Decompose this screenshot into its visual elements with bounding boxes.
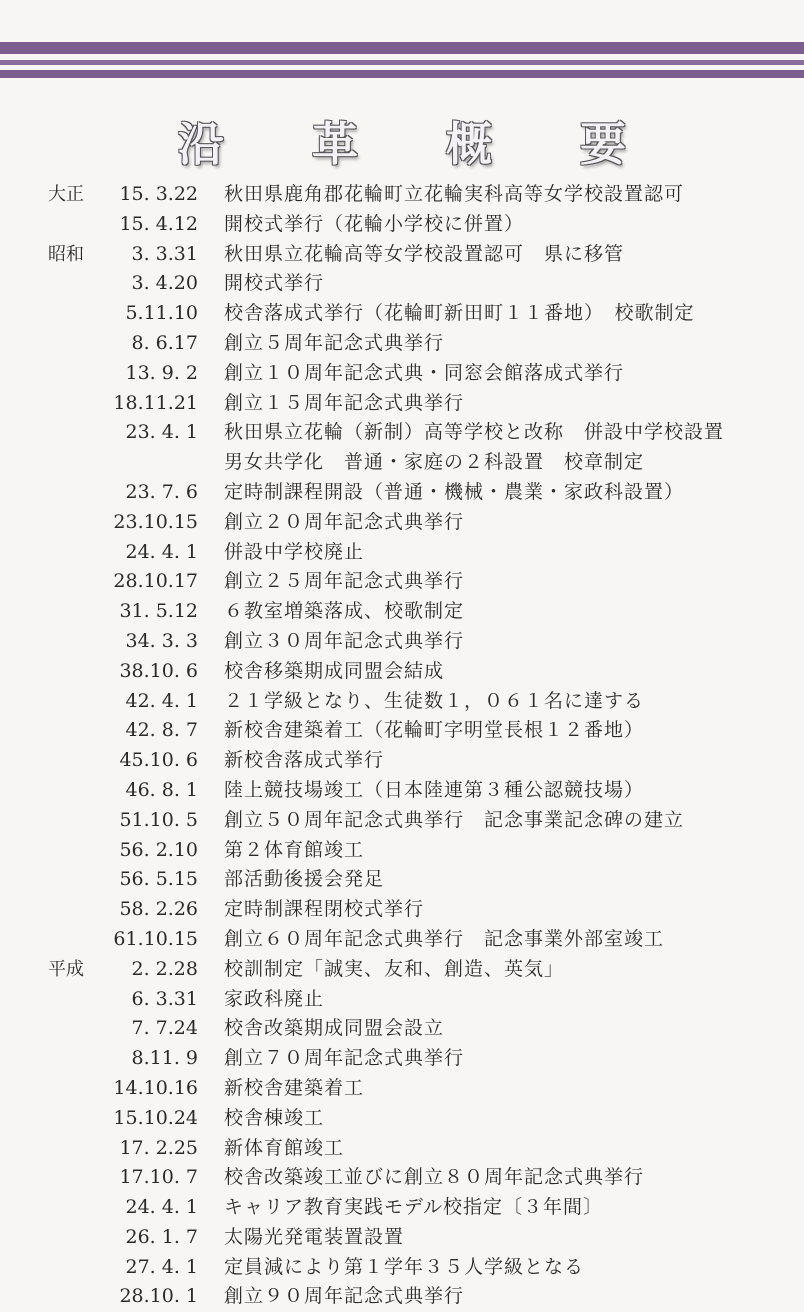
history-row [0, 1163, 804, 1193]
era-label: 昭和 [48, 243, 84, 265]
date-label: 31. 5.12 [119, 600, 198, 623]
date-label: 42. 4. 1 [125, 689, 198, 712]
stripe-bottom [0, 70, 804, 78]
date-label: 56. 2.10 [119, 838, 198, 861]
event-text: 創立２５周年記念式典挙行 [224, 570, 465, 593]
history-row [0, 1253, 804, 1283]
date-label: 34. 3. 3 [125, 629, 198, 652]
header-stripes [0, 0, 804, 90]
date-label: 38.10. 6 [119, 659, 198, 682]
date-label: 14.10.16 [113, 1076, 198, 1099]
event-text: 開校式挙行（花輪小学校に併置） [224, 212, 525, 235]
event-text: ６教室増築落成、校歌制定 [224, 600, 465, 623]
date-label: 45.10. 6 [119, 749, 198, 772]
date-label: 61.10.15 [113, 927, 198, 950]
page-title: 沿 革 概 要 [177, 117, 663, 171]
date-label: 15. 4.12 [119, 212, 198, 235]
stripe-middle [0, 60, 804, 65]
date-label: 5.11.10 [125, 302, 198, 325]
history-row [0, 1014, 804, 1044]
history-row [0, 716, 804, 746]
history-row [0, 359, 804, 389]
event-text: 併設中学校廃止 [224, 540, 365, 563]
history-row [0, 895, 804, 925]
event-text: 創立９０周年記念式典挙行 [224, 1285, 465, 1308]
event-text: 創立５周年記念式典挙行 [224, 331, 445, 354]
event-text: 創立３０周年記念式典挙行 [224, 629, 465, 652]
history-row [0, 478, 804, 508]
history-row [0, 240, 804, 270]
history-row [0, 299, 804, 329]
history-row [0, 1282, 804, 1312]
event-text: 秋田県立花輪高等女学校設置認可 県に移管 [224, 242, 625, 265]
history-row [0, 567, 804, 597]
event-text: 部活動後援会発足 [224, 868, 385, 891]
date-label: 58. 2.26 [119, 898, 198, 921]
history-row [0, 329, 804, 359]
event-text: 第２体育館竣工 [224, 838, 365, 861]
history-row [0, 985, 804, 1015]
history-row [0, 1074, 804, 1104]
history-row [0, 1193, 804, 1223]
date-label: 3. 4.20 [131, 272, 198, 295]
event-text: 創立６０周年記念式典挙行 記念事業外部室竣工 [224, 927, 665, 950]
event-text: 校舎移築期成同盟会結成 [224, 659, 445, 682]
history-row [0, 269, 804, 299]
event-text: 家政科廃止 [224, 987, 325, 1010]
date-label: 27. 4. 1 [125, 1255, 198, 1278]
history-row [0, 776, 804, 806]
date-label: 24. 4. 1 [125, 540, 198, 563]
history-row [0, 1044, 804, 1074]
event-text: 開校式挙行 [224, 272, 325, 295]
date-label: 28.10.17 [113, 570, 198, 593]
event-text: 新校舎建築着工 [224, 1076, 365, 1099]
event-text: 創立７０周年記念式典挙行 [224, 1047, 465, 1070]
date-label: 26. 1. 7 [125, 1225, 198, 1248]
date-label: 2. 2.28 [131, 957, 198, 980]
date-label: 3. 3.31 [131, 242, 198, 265]
era-label: 大正 [48, 184, 84, 205]
history-row [0, 180, 804, 210]
event-text: 太陽光発電装置設置 [224, 1225, 405, 1248]
history-row [0, 746, 804, 776]
era-label: 平成 [48, 958, 84, 980]
stripe-top [0, 42, 804, 54]
date-label: 6. 3.31 [131, 987, 198, 1010]
history-row [0, 657, 804, 687]
event-text: 男女共学化 普通・家庭の２科設置 校章制定 [224, 451, 645, 474]
event-text: 校舎改築竣工並びに創立８０周年記念式典挙行 [224, 1166, 645, 1189]
date-label: 15.10.24 [113, 1106, 198, 1129]
event-text: キャリア教育実践モデル校指定〔３年間〕 [224, 1196, 604, 1219]
date-label: 23.10.15 [113, 510, 198, 533]
event-text: 秋田県立花輪（新制）高等学校と改称 併設中学校設置 [224, 421, 725, 444]
date-label: 17. 2.25 [119, 1136, 198, 1159]
event-text: 創立１５周年記念式典挙行 [224, 391, 465, 414]
date-label: 56. 5.15 [119, 868, 198, 891]
history-row [0, 389, 804, 419]
history-row [0, 627, 804, 657]
history-row [0, 448, 804, 478]
history-row [0, 1134, 804, 1164]
event-text: 秋田県鹿角郡花輪町立花輪実科高等女学校設置認可 [224, 183, 685, 205]
event-text: 定時制課程閉校式挙行 [224, 898, 425, 921]
event-text: 校舎棟竣工 [224, 1106, 325, 1129]
date-label: 23. 4. 1 [125, 421, 198, 444]
history-row [0, 418, 804, 448]
date-label: 24. 4. 1 [125, 1196, 198, 1219]
event-text: 校訓制定「誠実、友和、創造、英気」 [224, 957, 565, 980]
date-label: 42. 8. 7 [125, 719, 198, 742]
history-list [0, 180, 804, 1312]
history-row [0, 836, 804, 866]
history-row [0, 687, 804, 717]
event-text: 校舎改築期成同盟会設立 [224, 1017, 445, 1040]
date-label: 13. 9. 2 [125, 361, 198, 384]
date-label: 8.11. 9 [131, 1047, 198, 1070]
history-row [0, 955, 804, 985]
history-row [0, 508, 804, 538]
date-label: 46. 8. 1 [125, 778, 198, 801]
date-label: 23. 7. 6 [125, 480, 198, 503]
history-row [0, 925, 804, 955]
history-row [0, 1104, 804, 1134]
event-text: 創立１０周年記念式典・同窓会館落成式挙行 [224, 361, 625, 384]
event-text: 創立５０周年記念式典挙行 記念事業記念碑の建立 [224, 808, 685, 831]
history-row [0, 806, 804, 836]
history-row [0, 865, 804, 895]
date-label: 15. 3.22 [119, 183, 198, 205]
event-text: 定員減により第１学年３５人学級となる [224, 1255, 585, 1278]
date-label: 51.10. 5 [119, 808, 198, 831]
event-text: 定時制課程開設（普通・機械・農業・家政科設置） [224, 480, 685, 503]
event-text: 新校舎建築着工（花輪町字明堂長根１２番地） [224, 719, 645, 742]
date-label: 18.11.21 [113, 391, 198, 414]
event-text: 新校舎落成式挙行 [224, 749, 385, 772]
event-text: ２１学級となり、生徒数１，０６１名に達する [224, 689, 645, 712]
event-text: 新体育館竣工 [224, 1136, 345, 1159]
date-label: 7. 7.24 [131, 1017, 198, 1040]
event-text: 陸上競技場竣工（日本陸連第３種公認競技場） [224, 778, 645, 801]
history-row [0, 210, 804, 240]
event-text: 創立２０周年記念式典挙行 [224, 510, 465, 533]
history-row [0, 1223, 804, 1253]
history-row [0, 538, 804, 568]
date-label: 17.10. 7 [119, 1166, 198, 1189]
history-row [0, 597, 804, 627]
event-text: 校舎落成式挙行（花輪町新田町１１番地） 校歌制定 [224, 302, 695, 325]
date-label: 8. 6.17 [131, 331, 198, 354]
date-label: 28.10. 1 [119, 1285, 198, 1308]
